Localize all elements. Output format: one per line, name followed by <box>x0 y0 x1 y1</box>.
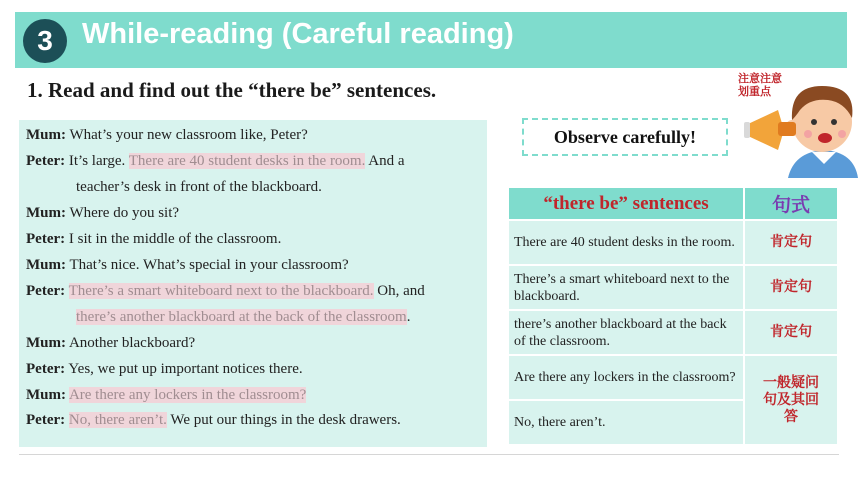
line-text: . <box>406 309 411 325</box>
observe-carefully-box: Observe carefully! <box>522 118 728 156</box>
dialogue-line <box>26 361 303 378</box>
speaker-label: Peter: <box>26 412 66 428</box>
dialogue-line <box>26 387 306 404</box>
speaker-label: Mum: <box>26 257 66 273</box>
dialogue-line <box>26 231 281 248</box>
line-text: teacher’s desk in front of the blackboard. <box>76 179 322 195</box>
speaker-label: Mum: <box>26 335 66 351</box>
sentence-cell: Are there any lockers in the classroom? <box>508 355 744 400</box>
table-row <box>508 220 838 265</box>
speaker-label: Mum: <box>26 205 66 221</box>
dialogue-line <box>26 283 425 300</box>
highlighted-sentence: there’s another blackboard at the back of the classroom <box>76 309 407 325</box>
line-text: What’s your new classroom like, Peter? <box>69 127 308 143</box>
line-text: Where do you sit? <box>69 205 180 221</box>
sticker-caption-line: 注意注意 <box>738 72 782 85</box>
sticker-caption <box>738 72 782 98</box>
dialogue-line <box>26 153 405 170</box>
type-cell: 肯定句 <box>744 265 838 310</box>
type-cell: 肯定句 <box>744 220 838 265</box>
highlighted-sentence: There are 40 student desks in the room. <box>128 153 366 169</box>
highlighted-sentence: There’s a smart whiteboard next to the blackboard. <box>68 283 374 299</box>
line-text: Another blackboard? <box>68 335 196 351</box>
speaker-label: Peter: <box>26 153 66 169</box>
dialogue-line <box>26 412 401 429</box>
dialogue-line <box>26 127 308 144</box>
table-row <box>508 355 838 400</box>
highlighted-sentence: No, there aren’t. <box>68 412 167 428</box>
dialogue-line <box>26 335 195 352</box>
sentence-cell: There’s a smart whiteboard next to the blackboard. <box>508 265 744 310</box>
speaker-label: Peter: <box>26 231 66 247</box>
table-header-type: 句式 <box>744 187 838 220</box>
sentence-cell: There are 40 student desks in the room. <box>508 220 744 265</box>
line-text: And a <box>365 153 405 169</box>
line-text: It’s large. <box>68 153 129 169</box>
section-number-badge: 3 <box>23 19 67 63</box>
highlighted-sentence: Are there any lockers in the classroom? <box>68 387 307 403</box>
divider <box>19 454 839 455</box>
type-cell: 肯定句 <box>744 310 838 355</box>
sentence-cell: there’s another blackboard at the back of the classroom. <box>508 310 744 355</box>
speaker-label: Mum: <box>26 127 66 143</box>
line-text: We put our things in the desk drawers. <box>166 412 401 428</box>
table-row <box>508 265 838 310</box>
dialogue-line <box>26 257 349 274</box>
speaker-label: Mum: <box>26 387 66 403</box>
table-header-sentences: “there be” sentences <box>508 187 744 220</box>
section-title: While-reading (Careful reading) <box>82 18 514 50</box>
sentence-cell: No, there aren’t. <box>508 400 744 445</box>
dialogue-line-continued <box>76 309 410 326</box>
speaker-label: Peter: <box>26 361 66 377</box>
line-text: Oh, and <box>373 283 425 299</box>
dialogue-line-continued <box>76 179 322 196</box>
type-cell: 一般疑问句及其回答 <box>744 355 838 445</box>
table-header-row <box>508 187 838 220</box>
speaker-label: Peter: <box>26 283 66 299</box>
line-text: Yes, we put up important notices there. <box>68 361 303 377</box>
line-text: That’s nice. What’s special in your classroom? <box>69 257 349 273</box>
dialogue-panel <box>19 120 487 447</box>
task-instruction: 1. Read and find out the “there be” sentences. <box>27 78 437 102</box>
dialogue-line <box>26 205 179 222</box>
table-row <box>508 310 838 355</box>
line-text: I sit in the middle of the classroom. <box>68 231 282 247</box>
there-be-table <box>507 186 839 446</box>
sticker-caption-line: 划重点 <box>738 85 771 98</box>
